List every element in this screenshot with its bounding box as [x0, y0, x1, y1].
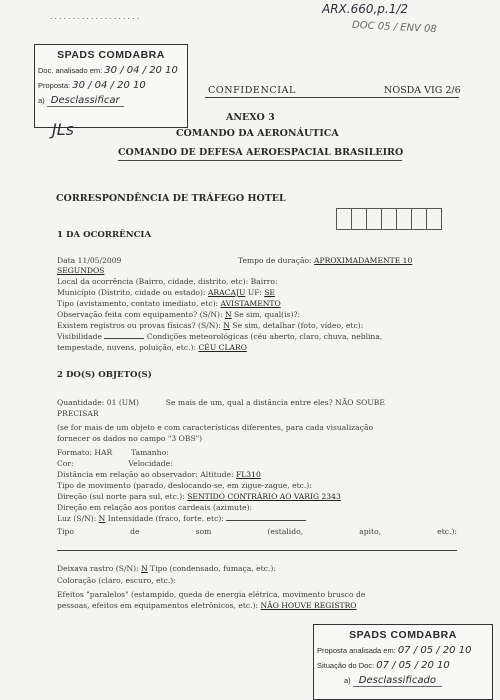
sound-label: Tipo [57, 527, 74, 536]
section2-title: 2 DO(S) OBJETO(S) [57, 370, 152, 380]
size-label: Tamanho: [131, 448, 169, 457]
date-label: Data [57, 256, 76, 265]
type-row [57, 299, 281, 308]
proof-value: N [223, 321, 230, 330]
stamp-title: SPADS COMDABRA [57, 49, 165, 61]
light-row [57, 514, 306, 523]
equipment-tail: Se sim, qual(is)?: [234, 310, 301, 319]
cardinal-row: Direção em relação aos pontos cardeais (azimute): [57, 503, 253, 512]
speed-label: Velocidade: [128, 459, 173, 468]
city-value: ARACAJU [207, 288, 246, 297]
trail-value: N [141, 564, 148, 573]
stamp-value: Desclassificado [353, 675, 442, 687]
box [336, 208, 352, 230]
visibility-blank [104, 338, 144, 339]
effects-cont-row [57, 601, 357, 610]
distance-cont-row: PRECISAR [57, 409, 99, 418]
weather-cont-label: tempestade, nuvens, poluição, etc.): [57, 343, 197, 352]
stamp-value: 07 / 05 / 20 10 [376, 660, 450, 671]
top-faint-header: · · · · · · · · · · · · · · · · · · · · [50, 14, 140, 23]
quantity-label: Quantidade: [57, 398, 105, 407]
visibility-label: Visibilidade [57, 332, 102, 341]
proof-row [57, 321, 363, 330]
box [411, 208, 427, 230]
effects-cont-label: pessoas, efeitos em equipamentos eletrônicos, etc.): [57, 601, 259, 610]
duration-value: APROXIMADAMENTE 10 [314, 256, 413, 265]
stamp-label: Proposta: [38, 81, 71, 90]
quantity-value: 01 (UM) [106, 398, 139, 407]
classification-label: CONFIDENCIAL [208, 85, 296, 96]
proof-tail: Se sim, detalhar (foto, vídeo, etc): [232, 321, 364, 330]
spads-stamp-top [34, 44, 188, 128]
light-label: Luz (S/N): [57, 514, 97, 523]
direction-value: SENTIDO CONTRÁRIO AO VARIG 2343 [187, 492, 341, 501]
stamp-value: 30 / 04 / 20 10 [104, 65, 178, 76]
uf-value: SE [264, 288, 275, 297]
city-row [57, 288, 275, 297]
altitude-row [57, 470, 261, 479]
stamp-row-proposal [38, 80, 187, 91]
stamp-title: SPADS COMDABRA [349, 629, 457, 641]
equipment-row [57, 310, 300, 319]
trail-label: Deixava rastro (S/N): [57, 564, 139, 573]
stamp-row-signature [38, 95, 187, 106]
coloration-row: Coloração (claro, escuro, etc.): [57, 576, 176, 585]
trail-type-label: Tipo (condensado, fumaça, etc.): [150, 564, 276, 573]
sound-word: som [195, 527, 212, 536]
note-line-1: (se for mais de um objeto e com características diferentes, para cada visualização [57, 423, 374, 432]
light-value: N [98, 514, 106, 523]
header-rule [205, 97, 459, 98]
color-label: Cor: [57, 459, 74, 468]
duration-cont [57, 266, 104, 275]
color-speed-row [57, 459, 173, 468]
stamp-label: a) [38, 96, 45, 105]
altitude-label: Altitude: [200, 470, 234, 479]
duration-row [238, 256, 412, 265]
stamp-row-analysed [317, 645, 492, 656]
form-title: CORRESPONDÊNCIA DE TRÁFEGO HOTEL [56, 193, 286, 204]
annex-label: ANEXO 3 [226, 112, 275, 123]
date-row [57, 256, 121, 265]
form-code: NOSDA VIG 2/6 [384, 85, 461, 96]
intensity-blank [226, 520, 306, 521]
format-value: HAR [94, 448, 113, 457]
quantity-row [57, 398, 385, 407]
type-label: Tipo (avistamento, contato imediato, etc): [57, 299, 219, 308]
effects-row: Efeitos "paralelos" (estampido, queda de energia elétrica, movimento brusco de [57, 590, 366, 599]
type-value: AVISTAMENTO [220, 299, 281, 308]
city-label: Município (Distrito, cidade ou estado): [57, 288, 206, 297]
duration-label: Tempo de duração: [238, 256, 312, 265]
uf-label: UF: [247, 288, 262, 297]
archive-reference: ARX.660,p.1/2 [322, 2, 409, 16]
box [426, 208, 442, 230]
stamp-value: 30 / 04 / 20 10 [72, 80, 146, 91]
section1-title: 1 DA OCORRÊNCIA [57, 230, 152, 240]
reference-boxes [336, 208, 441, 230]
sound-word: apito, [359, 527, 382, 536]
weather-cont-row [57, 343, 247, 352]
note-line-2: fornecer os dados no campo "3 OBS") [57, 434, 203, 443]
direction-label: Direção (sul norte para sul, etc.): [57, 492, 185, 501]
distance-observer-label: Distância em relação ao observador: [57, 470, 198, 479]
date-value: 11/05/2009 [77, 256, 122, 265]
movement-row: Tipo de movimento (parado, deslocando-se, em zigue-zague, etc.): [57, 481, 312, 490]
direction-row [57, 492, 341, 501]
format-label: Formato: [57, 448, 92, 457]
stamp-row-signature [344, 675, 492, 686]
stamp-label: a) [344, 676, 351, 685]
box [396, 208, 412, 230]
distance-value: NÃO SOUBE [335, 398, 385, 407]
weather-value: CÉU CLARO [198, 343, 247, 352]
weather-row [57, 332, 382, 341]
place-row: Local da ocorrência (Bairro, cidade, distrito, etc): Bairro: [57, 277, 278, 286]
sound-blank-line [57, 550, 457, 551]
document-note: DOC 05 / ENV 08 [351, 19, 437, 36]
stamp-label: Doc. analisado em: [38, 66, 103, 75]
org-defense: COMANDO DE DEFESA AEROESPACIAL BRASILEIRO [118, 147, 404, 158]
box [366, 208, 382, 230]
sound-word: etc.): [437, 527, 457, 536]
proof-label: Existem registros ou provas físicas? (S/N): [57, 321, 221, 330]
equipment-value: N [224, 310, 232, 319]
initials-signature: JLs [52, 120, 74, 139]
effects-value: NÃO HOUVE REGISTRO [260, 601, 357, 610]
spads-stamp-bottom [313, 624, 493, 700]
box [351, 208, 367, 230]
box [381, 208, 397, 230]
stamp-value: 07 / 05 / 20 10 [397, 645, 472, 656]
weather-label: Condições meteorológicas (céu aberto, claro, chuva, neblina, [146, 332, 383, 341]
sound-word: de [130, 527, 140, 536]
org-command: COMANDO DA AERONÁUTICA [176, 128, 339, 139]
format-row [57, 448, 169, 457]
stamp-row-status [317, 660, 492, 671]
stamp-label: Situação do Doc: [317, 661, 375, 670]
trail-row [57, 564, 276, 573]
stamp-label: Proposta analisada em: [317, 646, 396, 655]
intensity-label: Intensidade (fraco, forte, etc): [107, 514, 224, 523]
distance-label: Se mais de um, qual a distância entre eles? [165, 398, 333, 407]
stamp-value: Desclassificar [47, 95, 124, 107]
altitude-value: FL310 [235, 470, 261, 479]
stamp-row-analysed [38, 65, 187, 76]
duration-cont-value: SEGUNDOS [57, 266, 105, 275]
sound-row [57, 527, 457, 536]
org-rule [118, 160, 402, 161]
equipment-label: Observação feita com equipamento? (S/N): [57, 310, 223, 319]
sound-word: (estalido, [267, 527, 304, 536]
